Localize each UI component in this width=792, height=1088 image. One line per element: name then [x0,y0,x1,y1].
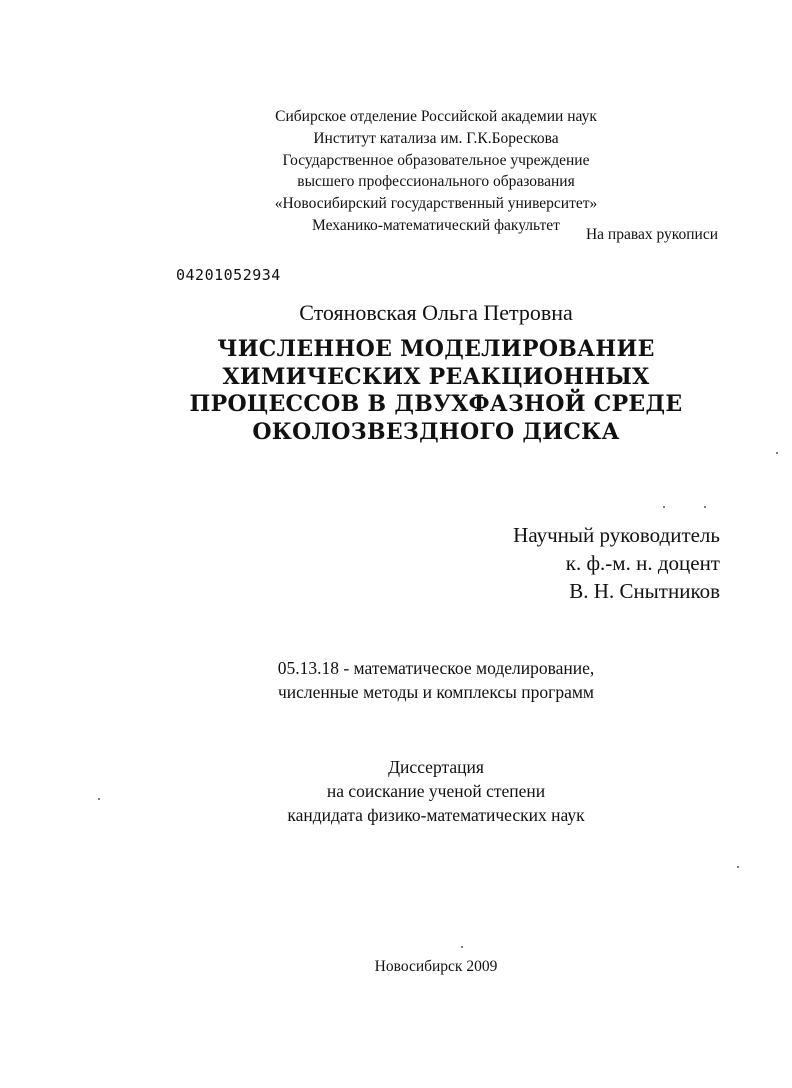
city-year: Новосибирск 2009 [374,958,498,975]
scan-speck [461,946,463,948]
inventory-number: 04201052934 [176,266,281,284]
affiliation-line-institute: Институт катализа им. Г.К.Борескова [313,129,559,147]
affiliation-line-university: «Новосибирский государственный университет» [274,195,598,213]
supervisor-degree: к. ф.-м. н. доцент [565,551,720,575]
thesis-title [130,336,742,446]
affiliation-line-education-level: высшего профессионального образования [297,173,575,191]
title-line-3: ПРОЦЕССОВ В ДВУХФАЗНОЙ СРЕДЕ [189,391,683,417]
scan-speck [776,452,778,454]
affiliation-line-institution-type: Государственное образовательное учреждение [282,151,590,169]
thesis-type-block [200,755,672,827]
affiliation-block [200,106,672,237]
scan-speck [737,866,739,868]
scan-speck [98,798,100,800]
rights-note: На правах рукописи [585,226,718,243]
supervisor-role: Научный руководитель [513,523,720,547]
specialty-line-2: численные методы и комплексы программ [278,682,594,702]
thesis-degree: кандидата физико-математических наук [287,805,585,825]
thesis-purpose: на соискание ученой степени [326,781,546,801]
title-line-1: ЧИСЛЕННОЕ МОДЕЛИРОВАНИЕ [217,336,655,362]
title-line-2: ХИМИЧЕСКИХ РЕАКЦИОННЫХ [222,363,650,390]
supervisor-block [513,521,720,605]
specialty-block [200,656,672,704]
scan-speck [704,506,706,508]
specialty-line-1: 05.13.18 - математическое моделирование, [277,658,595,678]
supervisor-name: В. Н. Снытников [569,579,720,603]
scan-speck [663,506,665,508]
thesis-type: Диссертация [388,757,484,777]
author-name: Стояновская Ольга Петровна [299,300,573,325]
affiliation-line-academy: Сибирское отделение Российской академии наук [275,108,597,125]
affiliation-line-faculty: Механико-математический факультет [312,216,560,234]
title-line-4: ОКОЛОЗВЕЗДНОГО ДИСКА [252,418,620,445]
